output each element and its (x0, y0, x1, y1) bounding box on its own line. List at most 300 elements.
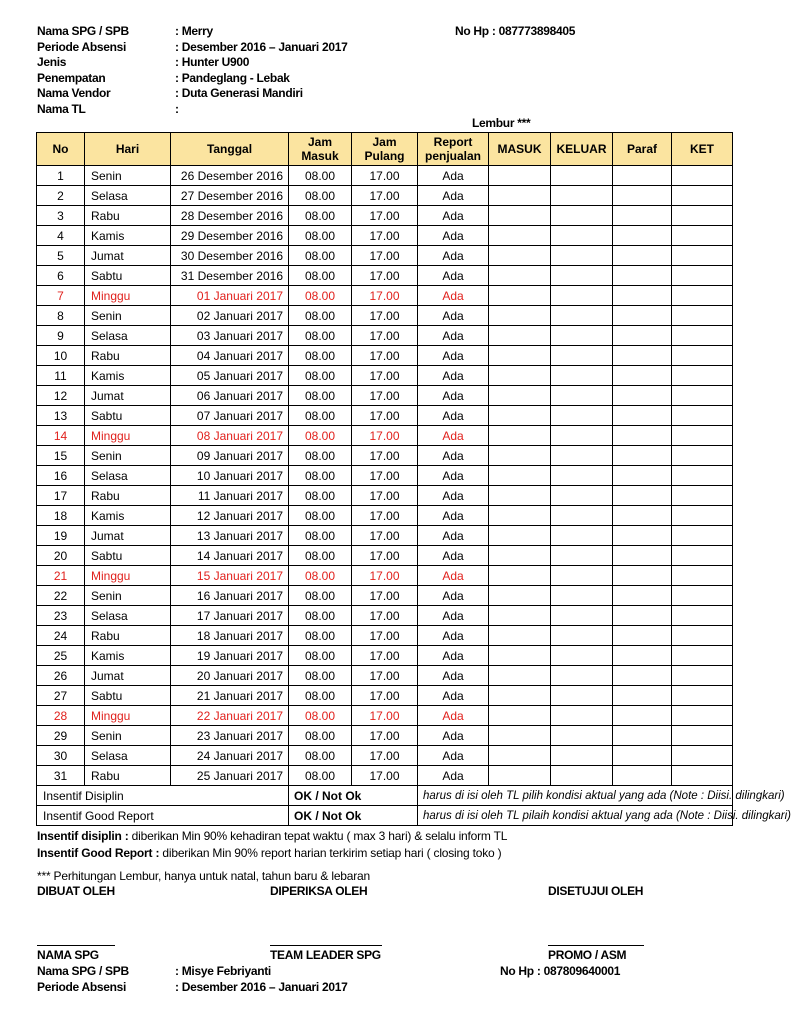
cell-overtime-out[interactable] (551, 506, 613, 526)
table-row (37, 766, 733, 786)
cell-overtime-in[interactable] (489, 686, 551, 706)
cell-time-in: 08.00 (289, 766, 352, 786)
cell-overtime-out[interactable] (551, 206, 613, 226)
cell-overtime-in[interactable] (489, 646, 551, 666)
cell-notes[interactable] (672, 306, 733, 326)
cell-signature[interactable] (613, 406, 672, 426)
col-header-overtime-in: MASUK (489, 133, 551, 166)
cell-day: Senin (85, 306, 171, 326)
cell-overtime-in[interactable] (489, 546, 551, 566)
cell-overtime-out[interactable] (551, 526, 613, 546)
cell-date: 09 Januari 2017 (171, 446, 289, 466)
cell-signature[interactable] (613, 206, 672, 226)
note-report (37, 846, 501, 860)
col-header-signature: Paraf (613, 133, 672, 166)
cell-overtime-out[interactable] (551, 646, 613, 666)
cell-date: 07 Januari 2017 (171, 406, 289, 426)
cell-date: 02 Januari 2017 (171, 306, 289, 326)
cell-date: 10 Januari 2017 (171, 466, 289, 486)
cell-no: 3 (37, 206, 85, 226)
cell-report: Ada (418, 386, 489, 406)
cell-overtime-out[interactable] (551, 286, 613, 306)
cell-report: Ada (418, 326, 489, 346)
cell-notes[interactable] (672, 186, 733, 206)
cell-report: Ada (418, 526, 489, 546)
cell-day: Rabu (85, 346, 171, 366)
cell-time-out: 17.00 (352, 726, 418, 746)
cell-overtime-in[interactable] (489, 506, 551, 526)
cell-notes[interactable] (672, 766, 733, 786)
cell-signature[interactable] (613, 666, 672, 686)
sig-name-asm: PROMO / ASM (548, 948, 627, 962)
cell-time-in: 08.00 (289, 206, 352, 226)
cell-overtime-in[interactable] (489, 246, 551, 266)
cell-overtime-out[interactable] (551, 586, 613, 606)
note-report-text: diberikan Min 90% report harian terkirim setiap hari ( closing toko ) (159, 846, 502, 860)
cell-date: 19 Januari 2017 (171, 646, 289, 666)
cell-date: 17 Januari 2017 (171, 606, 289, 626)
cell-report: Ada (418, 726, 489, 746)
cell-time-in: 08.00 (289, 366, 352, 386)
cell-overtime-out[interactable] (551, 766, 613, 786)
cell-report: Ada (418, 226, 489, 246)
cell-overtime-in[interactable] (489, 286, 551, 306)
cell-overtime-in[interactable] (489, 326, 551, 346)
cell-overtime-in[interactable] (489, 466, 551, 486)
header-value: : (175, 102, 179, 116)
cell-notes[interactable] (672, 646, 733, 666)
cell-time-out: 17.00 (352, 526, 418, 546)
cell-no: 25 (37, 646, 85, 666)
cell-notes[interactable] (672, 226, 733, 246)
cell-overtime-out[interactable] (551, 466, 613, 486)
cell-overtime-in[interactable] (489, 486, 551, 506)
cell-report: Ada (418, 686, 489, 706)
table-row (37, 566, 733, 586)
cell-signature[interactable] (613, 366, 672, 386)
cell-signature[interactable] (613, 686, 672, 706)
cell-overtime-out[interactable] (551, 486, 613, 506)
cell-overtime-out[interactable] (551, 346, 613, 366)
cell-notes[interactable] (672, 326, 733, 346)
cell-overtime-out[interactable] (551, 426, 613, 446)
header-label: Penempatan (37, 71, 106, 85)
cell-report: Ada (418, 586, 489, 606)
table-row (37, 166, 733, 186)
col-header-day: Hari (85, 133, 171, 166)
header-label: Nama Vendor (37, 86, 111, 100)
cell-date: 31 Desember 2016 (171, 266, 289, 286)
cell-signature[interactable] (613, 266, 672, 286)
cell-time-out: 17.00 (352, 266, 418, 286)
cell-no: 9 (37, 326, 85, 346)
cell-time-out: 17.00 (352, 186, 418, 206)
cell-notes[interactable] (672, 626, 733, 646)
table-row (37, 546, 733, 566)
cell-overtime-out[interactable] (551, 386, 613, 406)
cell-date: 01 Januari 2017 (171, 286, 289, 306)
col-header-notes: KET (672, 133, 733, 166)
cell-no: 12 (37, 386, 85, 406)
footer-phone: No Hp : 087809640001 (500, 964, 621, 978)
cell-signature[interactable] (613, 586, 672, 606)
cell-date: 15 Januari 2017 (171, 566, 289, 586)
cell-overtime-in[interactable] (489, 386, 551, 406)
header-label: Nama SPG / SPB (37, 24, 129, 38)
cell-signature[interactable] (613, 186, 672, 206)
cell-overtime-out[interactable] (551, 746, 613, 766)
cell-overtime-out[interactable] (551, 666, 613, 686)
cell-signature[interactable] (613, 386, 672, 406)
cell-overtime-in[interactable] (489, 586, 551, 606)
cell-date: 13 Januari 2017 (171, 526, 289, 546)
cell-notes[interactable] (672, 706, 733, 726)
cell-overtime-out[interactable] (551, 686, 613, 706)
cell-time-out: 17.00 (352, 606, 418, 626)
header-value: : Hunter U900 (175, 55, 250, 69)
cell-day: Senin (85, 446, 171, 466)
cell-day: Senin (85, 726, 171, 746)
cell-overtime-out[interactable] (551, 186, 613, 206)
cell-time-out: 17.00 (352, 286, 418, 306)
footer-label: Nama SPG / SPB (37, 964, 129, 978)
incentive-note: harus di isi oleh TL pilih kondisi aktual yang ada (Note : Diisi. dilingkari) (418, 786, 733, 806)
cell-notes[interactable] (672, 266, 733, 286)
cell-overtime-in[interactable] (489, 606, 551, 626)
cell-day: Kamis (85, 506, 171, 526)
cell-notes[interactable] (672, 206, 733, 226)
incentive-row (37, 786, 733, 806)
table-row (37, 446, 733, 466)
cell-overtime-out[interactable] (551, 246, 613, 266)
cell-no: 15 (37, 446, 85, 466)
note-discipline-text: diberikan Min 90% kehadiran tepat waktu ( max 3 hari) & selalu inform TL (128, 829, 508, 843)
cell-notes[interactable] (672, 426, 733, 446)
cell-time-out: 17.00 (352, 326, 418, 346)
cell-overtime-in[interactable] (489, 406, 551, 426)
cell-report: Ada (418, 626, 489, 646)
cell-signature[interactable] (613, 646, 672, 666)
cell-day: Sabtu (85, 546, 171, 566)
cell-time-in: 08.00 (289, 686, 352, 706)
cell-overtime-out[interactable] (551, 546, 613, 566)
cell-signature[interactable] (613, 546, 672, 566)
cell-overtime-out[interactable] (551, 226, 613, 246)
cell-overtime-in[interactable] (489, 706, 551, 726)
header-value: : Desember 2016 – Januari 2017 (175, 40, 348, 54)
sig-checked-by: DIPERIKSA OLEH (270, 884, 368, 898)
cell-day: Sabtu (85, 686, 171, 706)
cell-overtime-out[interactable] (551, 566, 613, 586)
cell-signature[interactable] (613, 306, 672, 326)
table-row (37, 246, 733, 266)
cell-no: 5 (37, 246, 85, 266)
cell-overtime-in[interactable] (489, 166, 551, 186)
cell-time-in: 08.00 (289, 406, 352, 426)
cell-day: Selasa (85, 186, 171, 206)
cell-overtime-out[interactable] (551, 326, 613, 346)
incentive-label: Insentif Disiplin (37, 786, 289, 806)
cell-report: Ada (418, 286, 489, 306)
cell-signature[interactable] (613, 246, 672, 266)
col-header-no: No (37, 133, 85, 166)
note-discipline (37, 829, 507, 843)
cell-signature[interactable] (613, 226, 672, 246)
cell-no: 11 (37, 366, 85, 386)
cell-date: 08 Januari 2017 (171, 426, 289, 446)
cell-time-in: 08.00 (289, 606, 352, 626)
cell-date: 25 Januari 2017 (171, 766, 289, 786)
cell-no: 8 (37, 306, 85, 326)
cell-time-in: 08.00 (289, 326, 352, 346)
cell-overtime-in[interactable] (489, 226, 551, 246)
cell-overtime-in[interactable] (489, 306, 551, 326)
note-overtime: *** Perhitungan Lembur, hanya untuk natal, tahun baru & lebaran (37, 869, 370, 883)
cell-date: 26 Desember 2016 (171, 166, 289, 186)
cell-no: 20 (37, 546, 85, 566)
cell-overtime-in[interactable] (489, 746, 551, 766)
cell-signature[interactable] (613, 766, 672, 786)
cell-notes[interactable] (672, 546, 733, 566)
cell-overtime-in[interactable] (489, 366, 551, 386)
cell-signature[interactable] (613, 606, 672, 626)
cell-no: 17 (37, 486, 85, 506)
cell-report: Ada (418, 346, 489, 366)
header-phone: No Hp : 087773898405 (455, 24, 576, 38)
cell-notes[interactable] (672, 386, 733, 406)
cell-day: Selasa (85, 746, 171, 766)
cell-time-in: 08.00 (289, 446, 352, 466)
cell-overtime-in[interactable] (489, 566, 551, 586)
cell-notes[interactable] (672, 486, 733, 506)
cell-overtime-out[interactable] (551, 706, 613, 726)
cell-overtime-in[interactable] (489, 426, 551, 446)
cell-report: Ada (418, 426, 489, 446)
cell-signature[interactable] (613, 426, 672, 446)
cell-report: Ada (418, 406, 489, 426)
table-row (37, 326, 733, 346)
sig-name-spg: NAMA SPG (37, 948, 99, 962)
cell-time-in: 08.00 (289, 486, 352, 506)
cell-time-out: 17.00 (352, 246, 418, 266)
col-header-sales-report: Report penjualan (418, 133, 489, 166)
incentive-option[interactable]: OK / Not Ok (289, 806, 418, 826)
cell-report: Ada (418, 646, 489, 666)
cell-overtime-out[interactable] (551, 606, 613, 626)
cell-time-out: 17.00 (352, 226, 418, 246)
cell-day: Jumat (85, 666, 171, 686)
col-header-date: Tanggal (171, 133, 289, 166)
cell-day: Jumat (85, 526, 171, 546)
cell-time-in: 08.00 (289, 546, 352, 566)
cell-signature[interactable] (613, 746, 672, 766)
cell-notes[interactable] (672, 586, 733, 606)
cell-time-in: 08.00 (289, 566, 352, 586)
cell-time-in: 08.00 (289, 526, 352, 546)
cell-day: Minggu (85, 706, 171, 726)
cell-report: Ada (418, 166, 489, 186)
cell-report: Ada (418, 506, 489, 526)
cell-overtime-in[interactable] (489, 766, 551, 786)
cell-date: 18 Januari 2017 (171, 626, 289, 646)
cell-time-in: 08.00 (289, 726, 352, 746)
cell-time-out: 17.00 (352, 746, 418, 766)
cell-time-in: 08.00 (289, 666, 352, 686)
cell-report: Ada (418, 566, 489, 586)
table-row (37, 606, 733, 626)
cell-time-out: 17.00 (352, 406, 418, 426)
cell-notes[interactable] (672, 166, 733, 186)
cell-day: Selasa (85, 466, 171, 486)
cell-time-out: 17.00 (352, 366, 418, 386)
cell-overtime-out[interactable] (551, 306, 613, 326)
cell-overtime-out[interactable] (551, 446, 613, 466)
cell-overtime-out[interactable] (551, 406, 613, 426)
cell-no: 26 (37, 666, 85, 686)
cell-date: 16 Januari 2017 (171, 586, 289, 606)
cell-overtime-in[interactable] (489, 626, 551, 646)
incentive-label: Insentif Good Report (37, 806, 289, 826)
table-row (37, 346, 733, 366)
cell-notes[interactable] (672, 686, 733, 706)
cell-overtime-in[interactable] (489, 526, 551, 546)
incentive-option[interactable]: OK / Not Ok (289, 786, 418, 806)
cell-overtime-in[interactable] (489, 726, 551, 746)
cell-day: Rabu (85, 626, 171, 646)
table-row (37, 486, 733, 506)
cell-notes[interactable] (672, 746, 733, 766)
cell-no: 14 (37, 426, 85, 446)
cell-day: Sabtu (85, 266, 171, 286)
cell-no: 7 (37, 286, 85, 306)
header-label: Nama TL (37, 102, 86, 116)
sig-line-asm (548, 945, 644, 946)
cell-date: 20 Januari 2017 (171, 666, 289, 686)
cell-time-out: 17.00 (352, 546, 418, 566)
table-row (37, 226, 733, 246)
cell-time-out: 17.00 (352, 626, 418, 646)
cell-day: Senin (85, 586, 171, 606)
cell-notes[interactable] (672, 466, 733, 486)
sig-line-tl (270, 945, 382, 946)
cell-no: 4 (37, 226, 85, 246)
cell-notes[interactable] (672, 566, 733, 586)
cell-time-in: 08.00 (289, 646, 352, 666)
cell-signature[interactable] (613, 346, 672, 366)
cell-time-out: 17.00 (352, 486, 418, 506)
table-row (37, 646, 733, 666)
cell-signature[interactable] (613, 526, 672, 546)
cell-date: 28 Desember 2016 (171, 206, 289, 226)
cell-day: Minggu (85, 566, 171, 586)
cell-date: 29 Desember 2016 (171, 226, 289, 246)
cell-notes[interactable] (672, 446, 733, 466)
cell-time-out: 17.00 (352, 566, 418, 586)
cell-notes[interactable] (672, 666, 733, 686)
cell-date: 11 Januari 2017 (171, 486, 289, 506)
cell-signature[interactable] (613, 326, 672, 346)
cell-no: 16 (37, 466, 85, 486)
cell-signature[interactable] (613, 466, 672, 486)
cell-notes[interactable] (672, 506, 733, 526)
cell-notes[interactable] (672, 286, 733, 306)
cell-signature[interactable] (613, 286, 672, 306)
sig-made-by: DIBUAT OLEH (37, 884, 115, 898)
cell-report: Ada (418, 306, 489, 326)
table-row (37, 186, 733, 206)
cell-notes[interactable] (672, 366, 733, 386)
cell-date: 14 Januari 2017 (171, 546, 289, 566)
cell-day: Kamis (85, 366, 171, 386)
table-row (37, 466, 733, 486)
cell-overtime-out[interactable] (551, 166, 613, 186)
cell-signature[interactable] (613, 626, 672, 646)
cell-overtime-out[interactable] (551, 266, 613, 286)
cell-date: 23 Januari 2017 (171, 726, 289, 746)
cell-time-out: 17.00 (352, 346, 418, 366)
table-row (37, 626, 733, 646)
cell-report: Ada (418, 366, 489, 386)
cell-day: Rabu (85, 486, 171, 506)
cell-overtime-in[interactable] (489, 666, 551, 686)
cell-time-out: 17.00 (352, 646, 418, 666)
cell-date: 22 Januari 2017 (171, 706, 289, 726)
cell-signature[interactable] (613, 166, 672, 186)
cell-notes[interactable] (672, 726, 733, 746)
cell-signature[interactable] (613, 506, 672, 526)
cell-signature[interactable] (613, 486, 672, 506)
cell-signature[interactable] (613, 446, 672, 466)
header-value: : Merry (175, 24, 213, 38)
cell-notes[interactable] (672, 346, 733, 366)
cell-time-out: 17.00 (352, 686, 418, 706)
cell-overtime-in[interactable] (489, 186, 551, 206)
cell-no: 29 (37, 726, 85, 746)
table-row (37, 746, 733, 766)
cell-signature[interactable] (613, 566, 672, 586)
cell-overtime-out[interactable] (551, 626, 613, 646)
footer-label: Periode Absensi (37, 980, 127, 994)
cell-overtime-in[interactable] (489, 346, 551, 366)
cell-overtime-in[interactable] (489, 206, 551, 226)
sig-name-tl: TEAM LEADER SPG (270, 948, 381, 962)
cell-notes[interactable] (672, 246, 733, 266)
cell-overtime-out[interactable] (551, 366, 613, 386)
cell-report: Ada (418, 666, 489, 686)
cell-time-out: 17.00 (352, 386, 418, 406)
cell-signature[interactable] (613, 726, 672, 746)
cell-overtime-in[interactable] (489, 446, 551, 466)
cell-signature[interactable] (613, 706, 672, 726)
sig-line-spg (37, 945, 115, 946)
table-row (37, 306, 733, 326)
table-header-row (37, 133, 733, 166)
cell-overtime-out[interactable] (551, 726, 613, 746)
cell-overtime-in[interactable] (489, 266, 551, 286)
cell-time-out: 17.00 (352, 586, 418, 606)
cell-notes[interactable] (672, 406, 733, 426)
table-row (37, 386, 733, 406)
cell-time-in: 08.00 (289, 346, 352, 366)
header-value: : Duta Generasi Mandiri (175, 86, 303, 100)
cell-notes[interactable] (672, 606, 733, 626)
cell-date: 03 Januari 2017 (171, 326, 289, 346)
table-row (37, 366, 733, 386)
sig-approved-by: DISETUJUI OLEH (548, 884, 644, 898)
cell-time-out: 17.00 (352, 426, 418, 446)
cell-notes[interactable] (672, 526, 733, 546)
cell-report: Ada (418, 246, 489, 266)
